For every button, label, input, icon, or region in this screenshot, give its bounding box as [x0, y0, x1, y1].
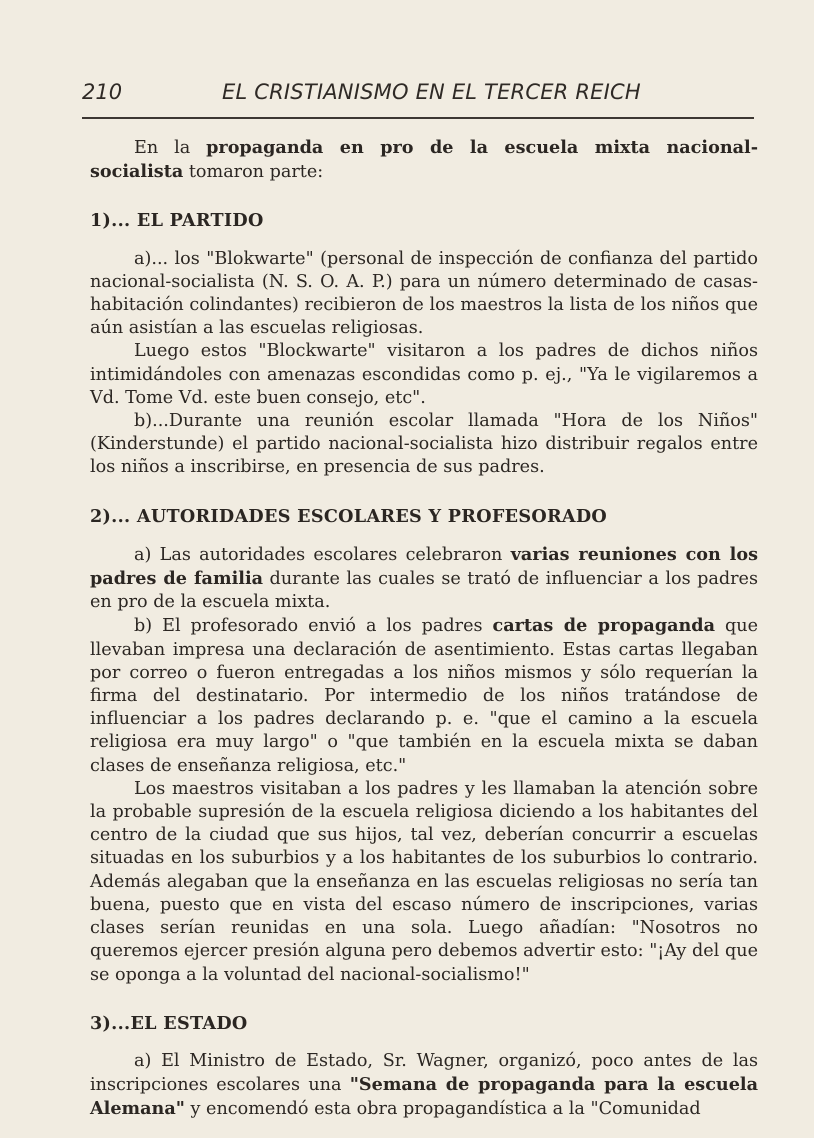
section-3-a-bold: "Semana de propaganda para la escuela Alemana": [90, 1074, 758, 1120]
intro-prefix: En la: [134, 138, 207, 158]
page-body: [90, 136, 758, 1122]
intro-suffix: tomaron parte:: [183, 162, 324, 183]
section-2-b-pre: b) El profesorado envió a los padres: [134, 616, 493, 637]
section-1-heading: [90, 209, 758, 233]
section-2-a-bold: varias reuniones con los padres de familia: [90, 543, 758, 590]
section-2-a-post: durante las cuales se trató de influenciar a los padres en pro de la escuela mixta.: [90, 569, 758, 613]
section-2-para-c: Los maestros visitaban a los padres y les llamaban la atención sobre la probable supresión de la escuela religiosa diciendo a los habitantes del centro de la ciudad que sus hijos, tal vez, deberían concurrir a escuelas situadas en los suburbios y a los habitantes de los suburbios lo contrario. Además alegaban que la enseñanza en las escuelas religiosas no sería tan buena, puesto que en vista del escaso número de inscripciones, varias clases serían reunidas en una sola. Luego añadían: "Nosotros no queremos ejercer presión alguna pero debemos advertir esto: "¡Ay del que se oponga a la voluntad del nacional-socialismo!": [90, 778, 758, 985]
section-1-para-a2: Luego estos "Blockwarte" visitaron a los padres de dichos niños intimidándoles con amenazas escondidas como p. ej., "Ya le vigilaremos a Vd. Tome Vd. este buen consejo, etc".: [90, 341, 758, 408]
header-rule: [82, 117, 754, 119]
section-2-b-bold: cartas de propaganda: [492, 615, 716, 637]
page-header: [82, 80, 754, 116]
section-1-para-b: b)...Durante una reunión escolar llamada "Hora de los Niños" (Kinderstunde) el partido nacional-socialista hizo distribuir regalos entre los niños a inscribirse, en presencia de sus padres.: [90, 411, 758, 478]
section-2-para-a: [90, 543, 758, 615]
section-3-a-post: y encomendó esta obra propagandística a la "Comunidad: [184, 1099, 701, 1120]
section-1-para-a: a)... los "Blokwarte" (personal de inspección de confianza del partido nacional-socialista (N. S. O. A. P.) para un número determinado de casas-habitación colindantes) recibieron de los maestros la lista de los niños que aún asistían a las escuelas religiosas.: [90, 248, 758, 339]
intro-bold: propaganda en pro de la escuela mixta nacional-socialista: [90, 137, 758, 183]
section-2-b-post: que llevaban impresa una declaración de asentimiento. Estas cartas llegaban por correo o fueron entregadas a los niños mismos y sólo requerían la firma del destinatario. Por intermedio de los niños tratándose de influenciar a los padres declarando p. e. "que el camino a la escuela religiosa era muy largo" o "que también en la escuela mixta se daban clases de enseñanza religiosa, etc.": [90, 616, 758, 776]
intro-paragraph: [90, 136, 758, 184]
section-3-title: 3)...EL ESTADO: [90, 1012, 248, 1034]
section-2-para-b: [90, 614, 758, 777]
section-3-a-pre: a) El Ministro de Estado, Sr. Wagner, organizó, poco antes de las inscripciones escolares una: [90, 1050, 758, 1096]
section-2-heading: [90, 505, 758, 529]
section-2-a-pre: a) Las autoridades escolares celebraron: [134, 544, 511, 565]
page-number: 210: [82, 80, 123, 104]
section-2-title: 2)... AUTORIDADES ESCOLARES Y PROFESORADO: [90, 505, 608, 527]
section-3-heading: [90, 1012, 758, 1036]
section-3-para-a: [90, 1050, 758, 1122]
section-1-title: 1)... EL PARTIDO: [90, 210, 264, 232]
running-title: EL CRISTIANISMO EN EL TERCER REICH: [222, 80, 641, 104]
